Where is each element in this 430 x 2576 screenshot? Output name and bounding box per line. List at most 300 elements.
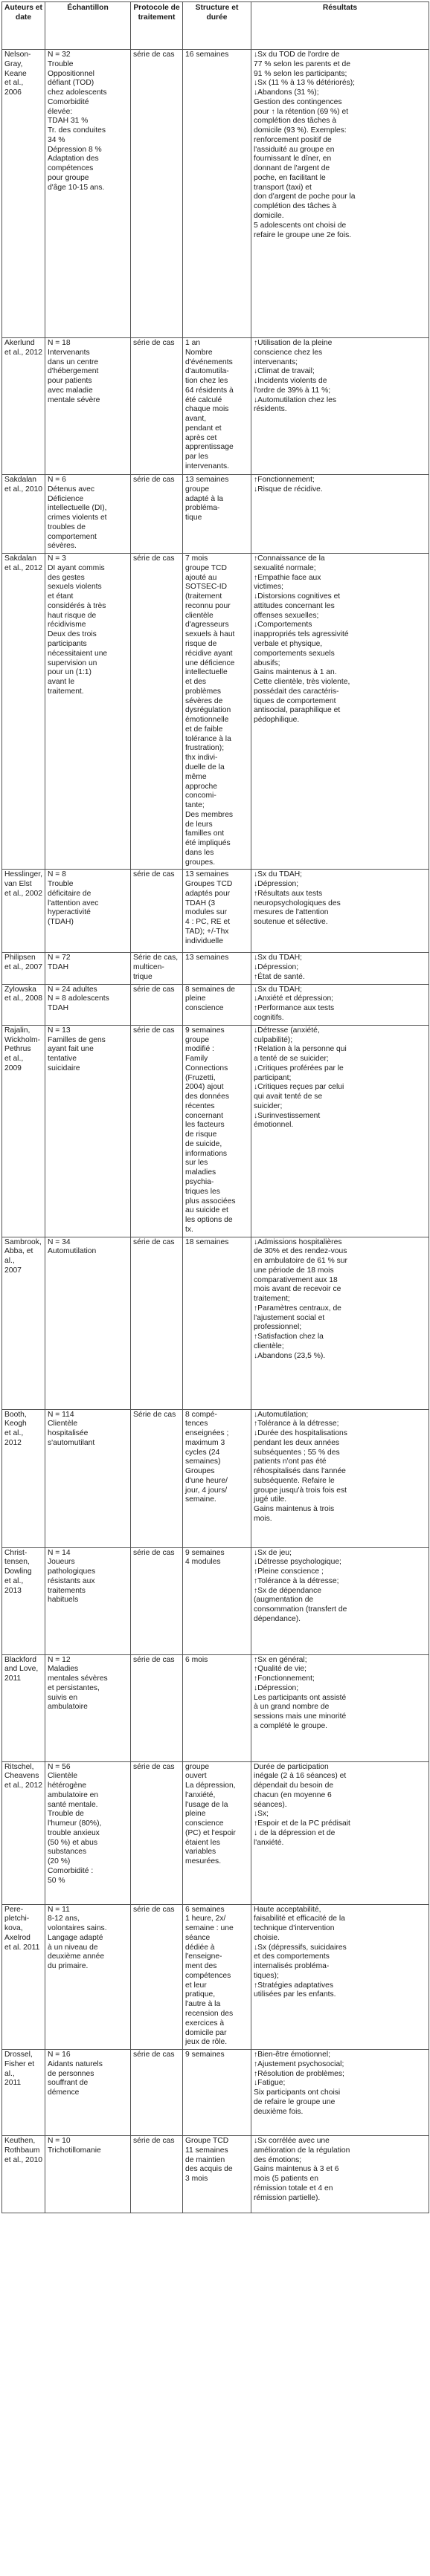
cell-line: l'usage de la — [185, 1800, 228, 1809]
cell-line: Cette clientèle, très violente, — [254, 678, 350, 687]
cell-line: ↓Surinvestissement — [254, 1111, 321, 1120]
cell-authors — [2, 50, 45, 338]
cell-line: une déficience — [185, 658, 235, 667]
cell-line: ↑Connaissance de la — [254, 554, 325, 563]
cell-line: inappropriés tels agressivité — [254, 630, 349, 639]
cell-line: série de cas — [133, 985, 175, 994]
table-row — [2, 870, 429, 953]
cell-line: N = 34 — [48, 1237, 71, 1246]
cell-line: trique — [133, 972, 153, 981]
cell-line: ↑Fonctionnement; — [254, 1674, 315, 1683]
cell-line: N = 32 — [48, 51, 71, 59]
cell-line: Rothbaum — [4, 2146, 40, 2155]
cell-protocol — [131, 1761, 183, 1904]
cell-line: 18 semaines — [185, 1237, 229, 1246]
cell-authors — [2, 338, 45, 475]
cell-line: ↓Dépression; — [254, 1683, 299, 1692]
cell-line: s'automutilant — [48, 1438, 95, 1447]
cell-line: tentative — [48, 1055, 77, 1064]
cell-line: ↓ de la dépression et de — [254, 1828, 336, 1837]
cell-line: hétérogène — [48, 1781, 87, 1790]
cell-line: Clientèle — [48, 1772, 78, 1781]
cell-line: même — [185, 772, 207, 781]
cell-line: ↑Sx en général; — [254, 1655, 307, 1664]
cell-line: DI ayant commis — [48, 563, 105, 572]
cell-line: et al., 2008 — [4, 994, 42, 1003]
cell-line: Comorbidité — [48, 97, 89, 106]
cell-protocol — [131, 2050, 183, 2136]
cell-line: ↓Détresse (anxiété, — [254, 1026, 320, 1035]
cell-line: choisie. — [254, 1933, 280, 1942]
cell-line: tion chez les — [185, 377, 228, 386]
cell-line: et al., — [4, 1576, 24, 1585]
cell-line: reconnu pour — [185, 601, 231, 610]
cell-structure — [183, 1025, 251, 1237]
cell-line: considérés à très — [48, 601, 106, 610]
cell-line: élevée: — [48, 107, 73, 116]
cell-line: l'humeur (80%), — [48, 1819, 102, 1828]
cell-line: d'hébergement — [48, 367, 99, 376]
cell-structure — [183, 2136, 251, 2213]
table-row — [2, 338, 429, 475]
cell-results — [251, 1025, 429, 1237]
cell-authors — [2, 984, 45, 1025]
cell-line: santé mentale. — [48, 1800, 98, 1809]
cell-authors — [2, 475, 45, 554]
cell-line: trouble anxieux — [48, 1828, 100, 1837]
cell-line: mois (5 patients en — [254, 2175, 318, 2184]
cell-line: série de cas — [133, 1762, 175, 1771]
cell-line: consommation (transfert de — [254, 1605, 347, 1614]
cell-line: ↓Sx de jeu; — [254, 1548, 292, 1557]
cell-line: 2011 — [4, 1674, 22, 1683]
cell-line: adaptés pour — [185, 889, 231, 898]
cell-authors — [2, 1654, 45, 1761]
cell-structure — [183, 338, 251, 475]
cell-line: ↓Distorsions cognitives et — [254, 592, 341, 601]
cell-line: Hesslinger, — [4, 870, 42, 879]
cell-line: variables — [185, 1848, 216, 1857]
cell-line: van Elst — [4, 880, 32, 889]
cell-line: 2007 — [4, 1266, 22, 1275]
cell-line: Série de cas — [133, 1410, 176, 1419]
cell-line: avant, — [185, 415, 207, 424]
cell-line: deuxième fois. — [254, 2107, 304, 2116]
cell-line: participant; — [254, 1073, 292, 1082]
cell-line: séances). — [254, 1800, 287, 1809]
cell-line: semaines) — [185, 1457, 221, 1466]
cell-line: ↓Automutilation chez les — [254, 395, 337, 404]
cell-results — [251, 475, 429, 554]
cell-line: ↓Sx du TDAH; — [254, 954, 303, 962]
cell-line: 64 résidents à — [185, 386, 234, 395]
cell-line: Blackford — [4, 1655, 36, 1664]
cell-line: intervenants; — [254, 357, 298, 366]
cell-line: hospitalisée — [48, 1429, 89, 1438]
cell-line: ambulatoire — [48, 1703, 88, 1712]
cell-line: l'attention avec — [48, 899, 99, 907]
cell-line: TDAH — [48, 963, 69, 972]
cell-line: Gains maintenus à 1 an. — [254, 668, 337, 677]
cell-line: deuxième année — [48, 1952, 105, 1961]
cell-line: séance — [185, 1933, 211, 1942]
cell-line: de risque — [185, 1130, 217, 1139]
cell-line: de refaire le groupe une — [254, 2097, 336, 2106]
cell-line: N = 13 — [48, 1026, 71, 1035]
cell-line: clientèle — [185, 611, 214, 620]
cell-line: l'ordre de 39% à 11 %; — [254, 386, 331, 395]
cell-line: Ritschel, — [4, 1762, 34, 1771]
cell-line: tences — [185, 1420, 208, 1428]
table-row — [2, 984, 429, 1025]
cell-sample — [45, 870, 131, 953]
cell-line: 34 % — [48, 135, 65, 144]
cell-line: enseignées ; — [185, 1429, 229, 1438]
cell-line: traitements — [48, 1586, 86, 1595]
cell-line: N = 114 — [48, 1410, 74, 1419]
cell-line: multicen- — [133, 963, 164, 972]
cell-line: défiant (TOD) — [48, 79, 94, 88]
cell-line: Dépression 8 % — [48, 145, 102, 154]
cell-line: 13 semaines — [185, 954, 229, 962]
cell-line: et al., — [4, 1429, 24, 1438]
cell-line: série de cas — [133, 476, 175, 484]
cell-line: ↑Tolérance à la détresse; — [254, 1576, 339, 1585]
table-row — [2, 2050, 429, 2136]
cell-results — [251, 1761, 429, 1904]
cell-line: sessions mais une minorité — [254, 1712, 347, 1721]
cell-line: ↓Dépression; — [254, 963, 299, 972]
cell-line: TAD); +/-Thx — [185, 927, 229, 936]
cell-line: 77 % selon les parents et de — [254, 59, 350, 68]
cell-line: série de cas — [133, 1548, 175, 1557]
cell-results — [251, 984, 429, 1025]
cell-line: exercices à — [185, 2019, 225, 2028]
cell-line: Sakdalan — [4, 476, 36, 484]
cell-line: ↓Abandons (23,5 %). — [254, 1351, 326, 1360]
cell-line: et al., — [4, 79, 24, 88]
cell-line: Comorbidité : — [48, 1867, 94, 1876]
cell-protocol — [131, 984, 183, 1025]
cell-line: hyperactivité — [48, 908, 91, 917]
cell-line: avec maladie — [48, 386, 93, 395]
cell-line: ↓Durée des hospitalisations — [254, 1429, 347, 1438]
cell-results — [251, 1904, 429, 2049]
cell-line: pletchi- — [4, 1915, 30, 1923]
cell-sample — [45, 1025, 131, 1237]
cell-line: ambulatoire en — [48, 1790, 99, 1799]
cell-line: et persistantes, — [48, 1683, 100, 1692]
cell-line: concernant — [185, 1111, 223, 1120]
cell-line: de personnes — [48, 2069, 94, 2078]
cell-line: dédiée à — [185, 1943, 215, 1952]
cell-line: 11 semaines — [185, 2146, 228, 2155]
cell-line: ↓Admissions hospitalières — [254, 1237, 342, 1246]
cell-line: don d'argent de poche pour la — [254, 192, 356, 201]
cell-line: donnant de l'argent de — [254, 164, 330, 173]
cell-line: pratique, — [185, 1990, 216, 1999]
cell-line: des gestes — [48, 573, 85, 582]
cell-line: série de cas — [133, 2137, 175, 2146]
cell-line: l'autre à la — [185, 2000, 221, 2009]
cell-line: tensen, — [4, 1558, 30, 1567]
cell-line: professionnel; — [254, 1323, 302, 1332]
cell-line: (traitement — [185, 592, 222, 601]
cell-line: N = 72 — [48, 954, 71, 962]
cell-line: résidents. — [254, 405, 287, 414]
cell-line: Des membres — [185, 810, 234, 819]
cell-structure — [183, 50, 251, 338]
cell-line: pour ↑ la rétention (69 %) et — [254, 107, 349, 116]
cell-line: série de cas — [133, 51, 175, 59]
cell-line: technique d'intervention — [254, 1924, 335, 1933]
cell-line: d'âge 10-15 ans. — [48, 183, 105, 192]
cell-line: comportement — [48, 532, 97, 541]
table-row — [2, 1761, 429, 1904]
table-row — [2, 1904, 429, 2049]
cell-line: d'événements — [185, 357, 233, 366]
cell-authors — [2, 2050, 45, 2136]
cell-line: a complété le groupe. — [254, 1721, 328, 1730]
table-row — [2, 554, 429, 870]
cell-line: nécessitaient une — [48, 649, 108, 658]
cell-line: et étant — [48, 592, 74, 601]
table-row — [2, 953, 429, 984]
cell-line: Sambrook, — [4, 1237, 42, 1246]
cell-line: 2009 — [4, 1064, 22, 1072]
table-row — [2, 50, 429, 338]
cell-line: jugé utile. — [254, 1495, 287, 1504]
cell-line: Durée de participation — [254, 1762, 329, 1771]
cell-line: Deux des trois — [48, 630, 97, 639]
cell-line: maladies — [185, 1168, 216, 1177]
cell-sample — [45, 1237, 131, 1409]
cell-line: de suicide, — [185, 1139, 222, 1148]
cell-line: sexuels violents — [48, 583, 102, 592]
cell-line: comportements sexuels — [254, 649, 335, 658]
cell-results — [251, 2050, 429, 2136]
cell-line: étaient les — [185, 1838, 220, 1847]
cell-line: offenses sexuelles; — [254, 611, 319, 620]
cell-line: ↑Satisfaction chez la — [254, 1333, 324, 1342]
cell-results — [251, 1654, 429, 1761]
cell-line: risque de — [185, 640, 217, 649]
cell-line: Maladies — [48, 1665, 79, 1674]
cell-line: Adaptation des — [48, 155, 99, 164]
table-row — [2, 1409, 429, 1547]
cell-line: 3 mois — [185, 2175, 208, 2184]
cell-line: Automutilation — [48, 1247, 97, 1256]
cell-line: Pethrus — [4, 1045, 31, 1054]
cell-line: ↓Sx du TDAH; — [254, 985, 303, 994]
cell-line: frustration); — [185, 744, 225, 753]
cell-line: pathologiques — [48, 1567, 96, 1576]
cell-line: et al. 2011 — [4, 1943, 40, 1952]
cell-line: psychia- — [185, 1178, 214, 1186]
cell-line: à un grand nombre de — [254, 1703, 330, 1712]
cell-line: conscience — [185, 1819, 224, 1828]
cell-line: 4 : PC, RE et — [185, 918, 231, 927]
cell-sample — [45, 50, 131, 338]
cell-line: et leur — [185, 1981, 207, 1990]
cell-line: 13 semaines — [185, 476, 229, 484]
cell-line: Axelrod — [4, 1933, 31, 1942]
cell-line: conscience — [185, 1004, 224, 1013]
cell-line: clientèle; — [254, 1342, 284, 1351]
cell-line: N = 12 — [48, 1655, 71, 1664]
cell-line: dans les — [185, 848, 214, 857]
cell-line: (PC) et l'espoir — [185, 1828, 236, 1837]
cell-line: ↓Dépression; — [254, 880, 299, 889]
cell-line: ↓Risque de récidive. — [254, 485, 323, 493]
cell-line: rémission partielle). — [254, 2193, 321, 2202]
cell-line: Keogh — [4, 1420, 27, 1428]
cell-line: traitement. — [48, 687, 84, 696]
cell-line: Family — [185, 1055, 208, 1064]
cell-line: l'enseigne- — [185, 1952, 222, 1961]
cell-line: 6 mois — [185, 1655, 208, 1664]
cell-line: suicider; — [254, 1101, 283, 1110]
cell-protocol — [131, 1409, 183, 1547]
cell-line: d'agresseurs — [185, 621, 229, 630]
cell-line: Trouble de — [48, 1810, 84, 1819]
cell-protocol — [131, 1025, 183, 1237]
cell-line: and Love, — [4, 1665, 39, 1674]
cell-sample — [45, 338, 131, 475]
cell-line: ↓Anxiété et dépression; — [254, 994, 334, 1003]
cell-line: Fisher et al., — [4, 2059, 35, 2078]
cell-line: ↑Résultats aux tests — [254, 889, 323, 898]
cell-line: série de cas — [133, 1905, 175, 1914]
cell-sample — [45, 1547, 131, 1654]
cell-line: pleine — [185, 1810, 206, 1819]
cell-line: TDAH (3 — [185, 899, 216, 907]
cell-line: série de cas — [133, 2051, 175, 2059]
cell-results — [251, 953, 429, 984]
cell-line: (20 %) — [48, 1857, 71, 1866]
cell-line: N = 11 — [48, 1905, 70, 1914]
cell-line: déficitaire de — [48, 889, 92, 898]
cell-line: problèmes — [185, 687, 222, 696]
cell-structure — [183, 2050, 251, 2136]
header-authors: Auteurs et date — [2, 2, 45, 50]
cell-line: et des comportements — [254, 1952, 330, 1961]
cell-line: 2012 — [4, 1438, 22, 1447]
cell-line: probléma- — [185, 504, 220, 513]
cell-sample — [45, 2050, 131, 2136]
cell-line: Haute acceptabilité, — [254, 1905, 321, 1914]
cell-line: kova, — [4, 1924, 23, 1933]
cell-line: substances — [48, 1848, 87, 1857]
cell-line: par les — [185, 453, 208, 462]
cell-line: mentale sévère — [48, 395, 100, 404]
cell-line: abusifs; — [254, 658, 280, 667]
cell-line: ↑Relation à la personne qui — [254, 1045, 347, 1054]
cell-line: groupe TCD — [185, 563, 227, 572]
cell-line: Nelson- — [4, 51, 31, 59]
cell-line: ↑Paramètres centraux, de — [254, 1304, 341, 1313]
studies-table — [1, 1, 429, 2213]
cell-line: ↓Incidents violents de — [254, 377, 327, 386]
cell-protocol — [131, 953, 183, 984]
cell-sample — [45, 475, 131, 554]
cell-line: démence — [48, 2088, 80, 2097]
cell-line: récentes — [185, 1101, 215, 1110]
cell-structure — [183, 1409, 251, 1547]
cell-line: Rajalin, — [4, 1026, 31, 1035]
cell-line: ↓Sx (11 % à 13 % détériorés); — [254, 79, 356, 88]
cell-line: ↓Sx corrélée avec une — [254, 2137, 330, 2146]
cell-line: sur les — [185, 1159, 208, 1168]
cell-line: sévères de — [185, 696, 223, 705]
cell-sample — [45, 984, 131, 1025]
cell-line: les options de — [185, 1216, 233, 1225]
cell-line: ↓Critiques proférées par le — [254, 1064, 344, 1072]
cell-line: ↓Sx (dépressifs, suicidaires — [254, 1943, 347, 1952]
cell-line: antisocial, paraphilique et — [254, 706, 341, 715]
cell-line: TDAH 31 % — [48, 117, 89, 126]
cell-line: Six participants ont choisi — [254, 2088, 341, 2097]
cell-line: tante; — [185, 801, 205, 810]
table-row — [2, 1547, 429, 1654]
cell-line: victimes; — [254, 583, 284, 592]
cell-line: semaine : une — [185, 1924, 234, 1933]
cell-line: dysrégulation — [185, 706, 231, 715]
cell-line: ↑Espoir et de la PC prédisait — [254, 1819, 350, 1828]
cell-line: Détenus avec — [48, 485, 94, 493]
cell-line: ↑Ajustement psychosocial; — [254, 2059, 344, 2068]
cell-sample — [45, 1409, 131, 1547]
cell-line: et al., — [4, 1055, 24, 1064]
cell-sample — [45, 1904, 131, 2049]
cell-sample — [45, 554, 131, 870]
cell-line: familles ont — [185, 829, 225, 838]
cell-line: suicidaire — [48, 1064, 80, 1072]
cell-line: N = 8 — [48, 870, 66, 879]
cell-line: Dowling — [4, 1567, 32, 1576]
cell-line: Groupe TCD — [185, 2137, 229, 2146]
cell-line: Keane — [4, 69, 27, 78]
cell-line: tiques); — [254, 1971, 279, 1980]
cell-line: ajouté au — [185, 573, 217, 582]
cell-results — [251, 2136, 429, 2213]
cell-line: suivis en — [48, 1693, 78, 1702]
cell-line: verbale et physique, — [254, 640, 323, 649]
cell-line: Booth, — [4, 1410, 27, 1419]
cell-line: Langage adapté — [48, 1933, 103, 1942]
header-sample: Échantillon — [45, 2, 131, 50]
cell-line: et al., 2012 — [4, 1781, 42, 1790]
cell-line: pleine — [185, 994, 206, 1003]
cell-line: Drossel, — [4, 2051, 33, 2059]
cell-authors — [2, 953, 45, 984]
cell-line: pour patients — [48, 377, 92, 386]
cell-protocol — [131, 1654, 183, 1761]
cell-line: ↓Comportements — [254, 621, 312, 630]
cell-line: mesurées. — [185, 1857, 222, 1866]
cell-line: Les participants ont assisté — [254, 1693, 347, 1702]
cell-line: SOTSEC-ID — [185, 583, 228, 592]
cell-line: thx indivi- — [185, 754, 218, 763]
table-row — [2, 1237, 429, 1409]
cell-line: habituels — [48, 1596, 79, 1605]
cell-line: Zylowska — [4, 985, 36, 994]
cell-line: des acquis de — [185, 2165, 233, 2174]
cell-protocol — [131, 1237, 183, 1409]
cell-line: série de cas — [133, 1655, 175, 1664]
cell-line: de leurs — [185, 820, 213, 829]
cell-line: l'anxiété, — [185, 1790, 216, 1799]
